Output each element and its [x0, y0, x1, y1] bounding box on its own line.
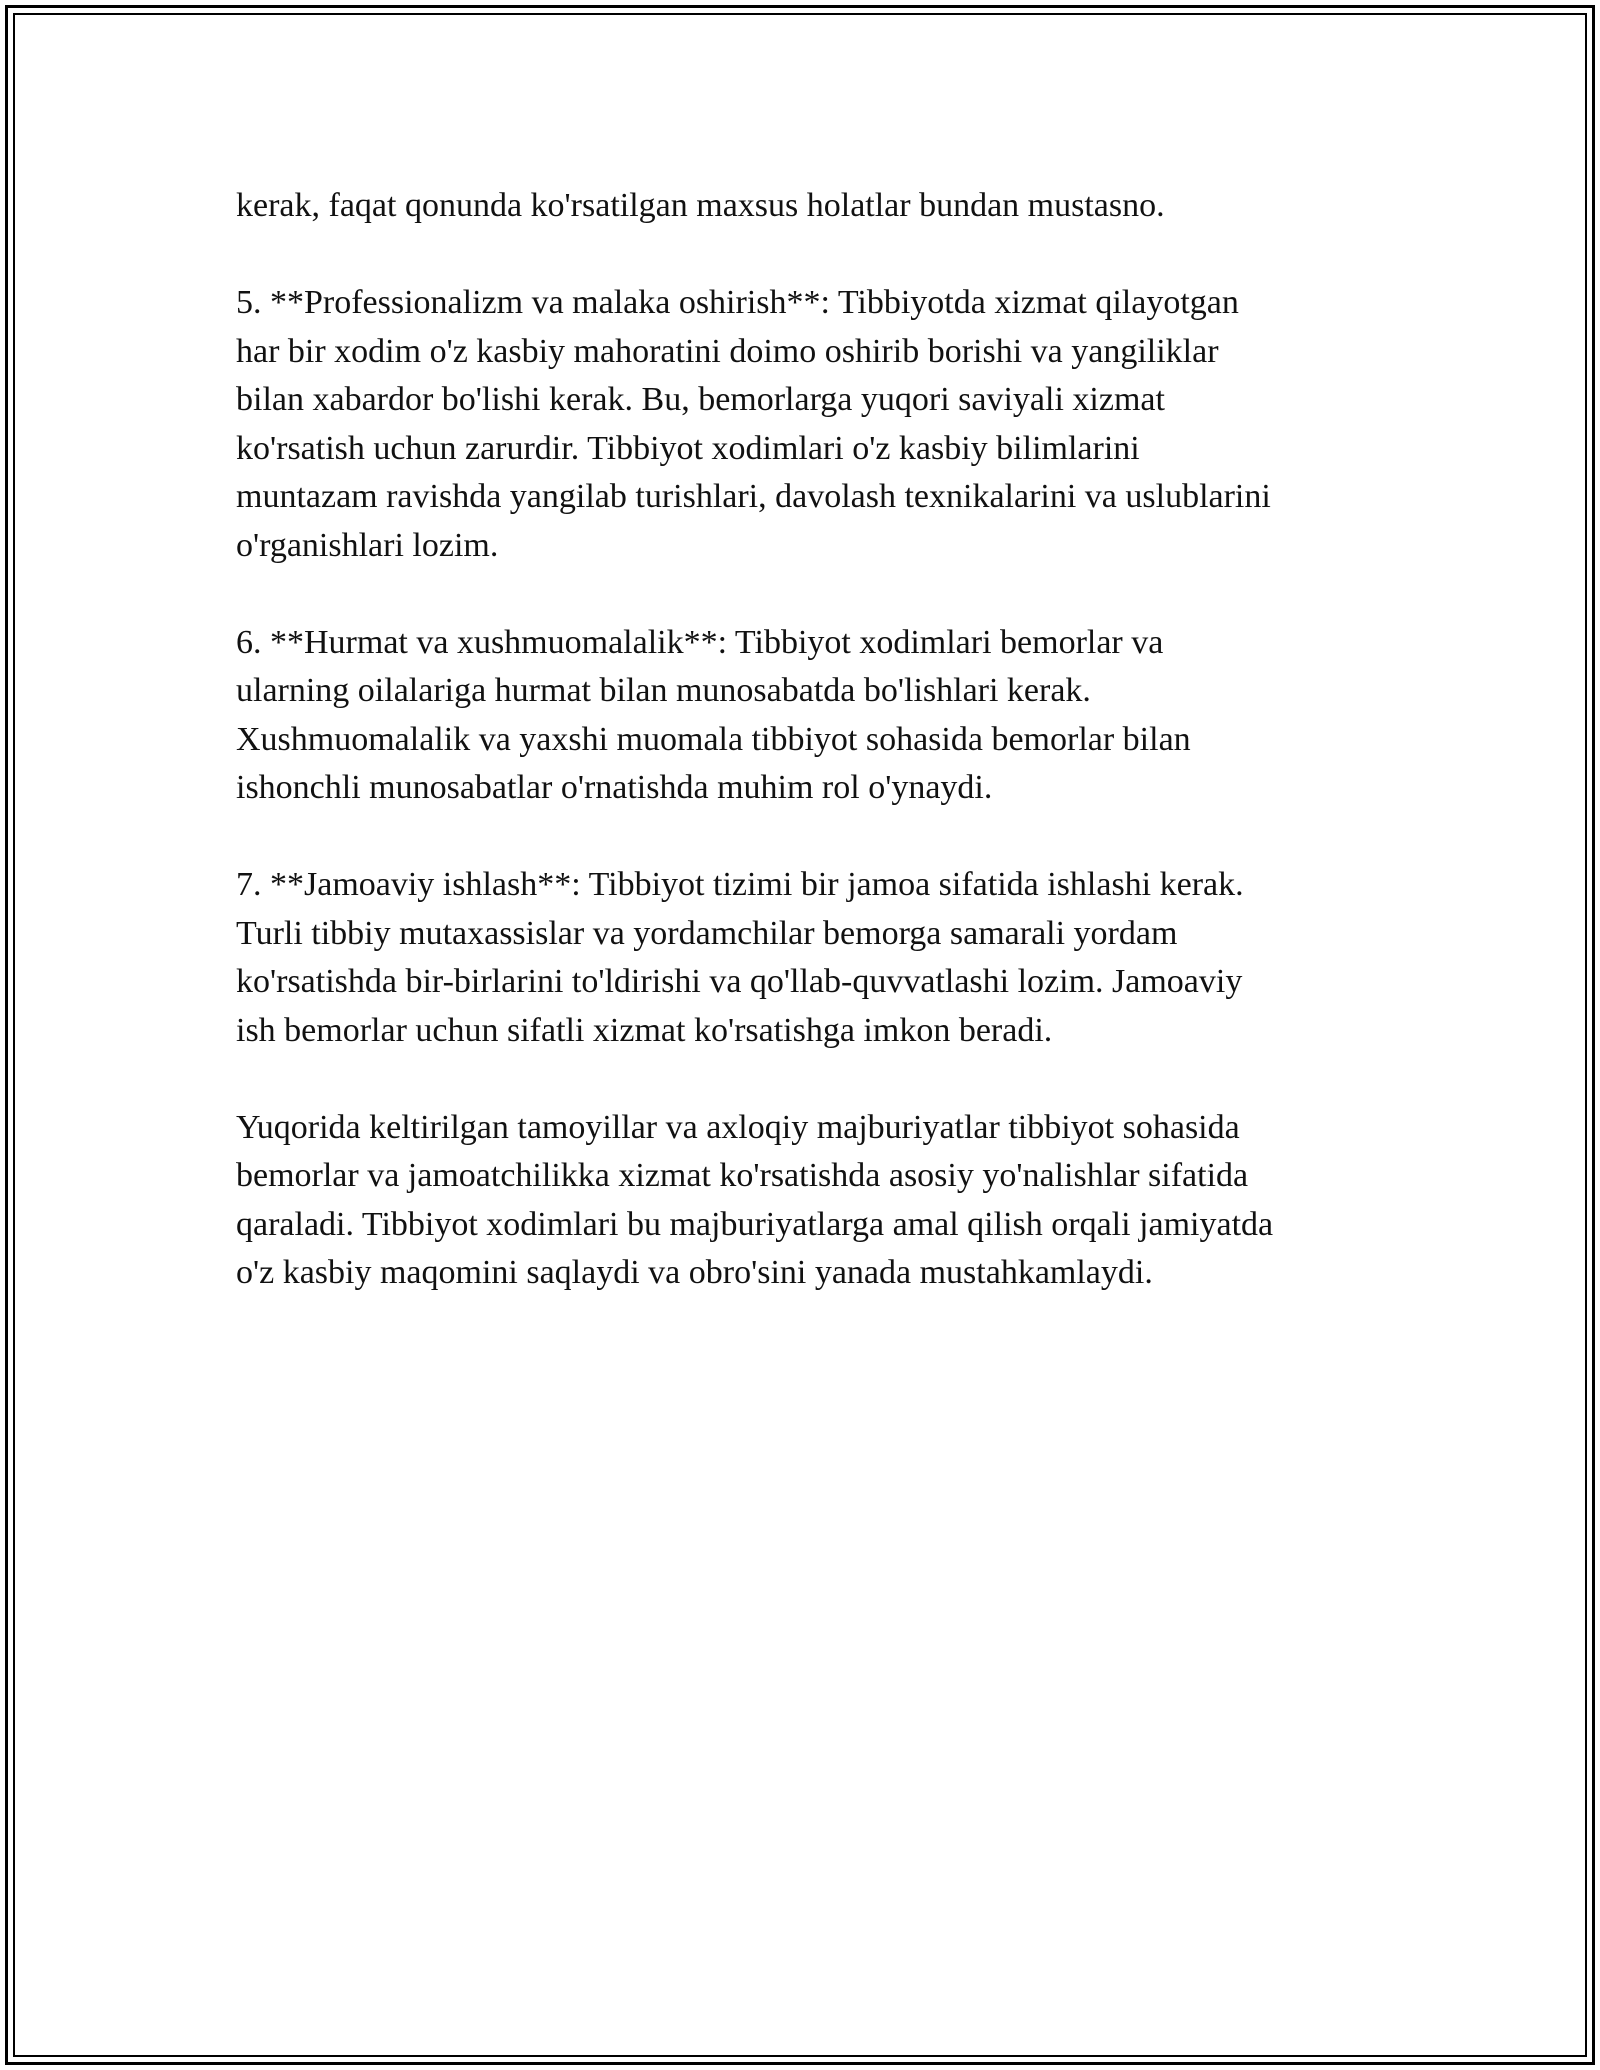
text-line: o'rganishlari lozim. — [236, 526, 499, 564]
text-line: ish bemorlar uchun sifatli xizmat ko'rsatishga imkon beradi. — [236, 1011, 1053, 1049]
document-body — [236, 182, 1364, 1346]
paragraph-conclusion — [236, 1104, 1364, 1298]
paragraph-professionalism — [236, 279, 1364, 570]
text-line: ko'rsatish uchun zarurdir. Tibbiyot xodimlari o'z kasbiy bilimlarini — [236, 429, 1140, 467]
text-line: Turli tibbiy mutaxassislar va yordamchilar bemorga samarali yordam — [236, 914, 1178, 952]
paragraph-teamwork — [236, 861, 1364, 1055]
text-line: o'z kasbiy maqomini saqlaydi va obro'sini yanada mustahkamlaydi. — [236, 1254, 1153, 1291]
text-line: kerak, faqat qonunda ko'rsatilgan maxsus holatlar bundan mustasno. — [236, 187, 1165, 224]
text-line: 6. **Hurmat va xushmuomalalik**: Tibbiyot xodimlari bemorlar va — [236, 623, 1164, 661]
text-line: bemorlar va jamoatchilikka xizmat ko'rsatishda asosiy yo'nalishlar sifatida — [236, 1157, 1249, 1194]
text-line: bilan xabardor bo'lishi kerak. Bu, bemorlarga yuqori saviyali xizmat — [236, 381, 1165, 418]
text-line: muntazam ravishda yangilab turishlari, davolash texnikalarini va uslublarini — [236, 478, 1271, 515]
paragraph-continuation — [236, 182, 1364, 231]
text-line: ishonchli munosabatlar o'rnatishda muhim rol o'ynaydi. — [236, 769, 993, 806]
paragraph-respect — [236, 619, 1364, 813]
text-line: har bir xodim o'z kasbiy mahoratini doimo oshirib borishi va yangiliklar — [236, 332, 1219, 370]
text-line: Xushmuomalalik va yaxshi muomala tibbiyot sohasida bemorlar bilan — [236, 720, 1191, 758]
text-line: qaraladi. Tibbiyot xodimlari bu majburiyatlarga amal qilish orqali jamiyatda — [236, 1205, 1274, 1243]
text-line: ko'rsatishda bir-birlarini to'ldirishi va qo'llab-quvvatlashi lozim. Jamoaviy — [236, 963, 1243, 1000]
text-line: 5. **Professionalizm va malaka oshirish**: Tibbiyotda xizmat qilayotgan — [236, 284, 1239, 321]
text-line: 7. **Jamoaviy ishlash**: Tibbiyot tizimi bir jamoa sifatida ishlashi kerak. — [236, 866, 1244, 903]
text-line: Yuqorida keltirilgan tamoyillar va axloqiy majburiyatlar tibbiyot sohasida — [236, 1108, 1240, 1146]
text-line: ularning oilalariga hurmat bilan munosabatda bo'lishlari kerak. — [236, 672, 1091, 709]
